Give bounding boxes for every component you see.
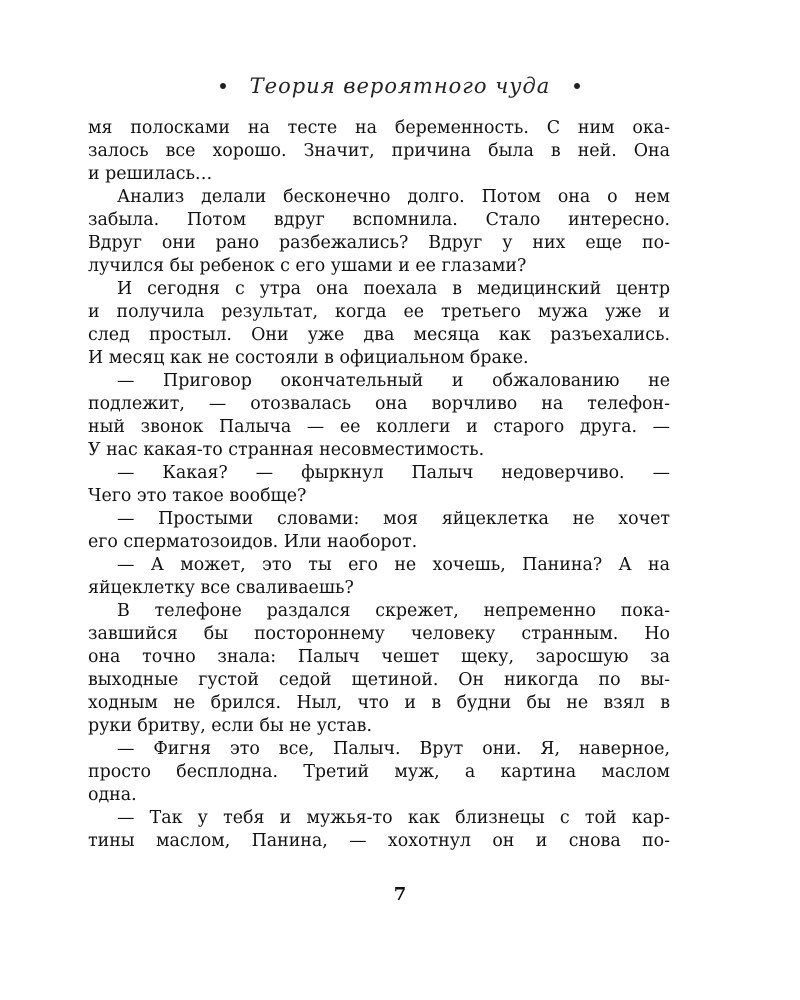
text-line: и решилась… [88, 164, 213, 184]
text-line: Чего это такое вообще? [88, 486, 307, 506]
text-line: — Приговор окончательный и обжалованию не [117, 371, 670, 391]
text-line: мя полосками на тесте на беременность. С ним ока- [88, 118, 670, 138]
text-line: одна. [88, 785, 137, 805]
text-line: ходным не брился. Ныл, что и в будни бы не взял в [88, 693, 670, 713]
text-line: У нас какая-то странная несовместимость. [88, 440, 485, 460]
text-line: его сперматозоидов. Или наоборот. [88, 532, 418, 552]
text-line: забыла. Потом вдруг вспомнила. Стало интересно. [88, 210, 670, 230]
text-line: Анализ делали бесконечно долго. Потом она о нем [117, 187, 670, 207]
text-line: и получила результат, когда ее третьего мужа уже и [88, 302, 670, 322]
text-line: В телефоне раздался скрежет, непременно пока- [117, 601, 670, 621]
text-line: подлежит, — отозвалась она ворчливо на телефон- [88, 394, 670, 414]
text-line: ный звонок Палыча — ее коллеги и старого друга. — [88, 417, 670, 437]
text-line: завшийся бы постороннему человеку странным. Но [88, 624, 670, 644]
text-line: — Фигня это все, Палыч. Врут они. Я, наверное, [117, 739, 670, 759]
text-line: — Так у тебя и мужья-то как близнецы с той кар- [117, 808, 670, 828]
text-line: след простыл. Они уже два месяца как разъехались. [88, 325, 670, 345]
text-line: И месяц как не состояли в официальном браке. [88, 348, 529, 368]
bullet-left-icon [220, 83, 226, 89]
text-line: тины маслом, Панина, — хохотнул он и снова по- [88, 831, 670, 851]
text-line: выходные густой седой щетиной. Он никогда по вы- [88, 670, 670, 690]
text-line: И сегодня с утра она поехала в медицинский центр [117, 279, 670, 299]
text-line: — Какая? — фыркнул Палыч недоверчиво. — [117, 463, 670, 483]
text-line: она точно знала: Палыч чешет щеку, заросшую за [88, 647, 670, 667]
running-head [0, 74, 800, 98]
text-line: яйцеклетку все сваливаешь? [88, 578, 354, 598]
text-line: — А может, это ты его не хочешь, Панина? А на [117, 555, 670, 575]
text-line: руки бритву, если бы не устав. [88, 716, 372, 736]
text-line: залось все хорошо. Значит, причина была в ней. Она [88, 141, 670, 161]
text-line: Вдруг они рано разбежались? Вдруг у них еще по- [88, 233, 670, 253]
bullet-right-icon [574, 83, 580, 89]
running-head-title: Теория вероятного чуда [249, 74, 551, 98]
text-line: — Простыми словами: моя яйцеклетка не хочет [117, 509, 670, 529]
body-text [88, 117, 670, 853]
page-number: 7 [393, 884, 407, 905]
text-line: лучился бы ребенок с его ушами и ее глазами? [88, 256, 527, 276]
text-line: просто бесплодна. Третий муж, а картина маслом [88, 762, 670, 782]
